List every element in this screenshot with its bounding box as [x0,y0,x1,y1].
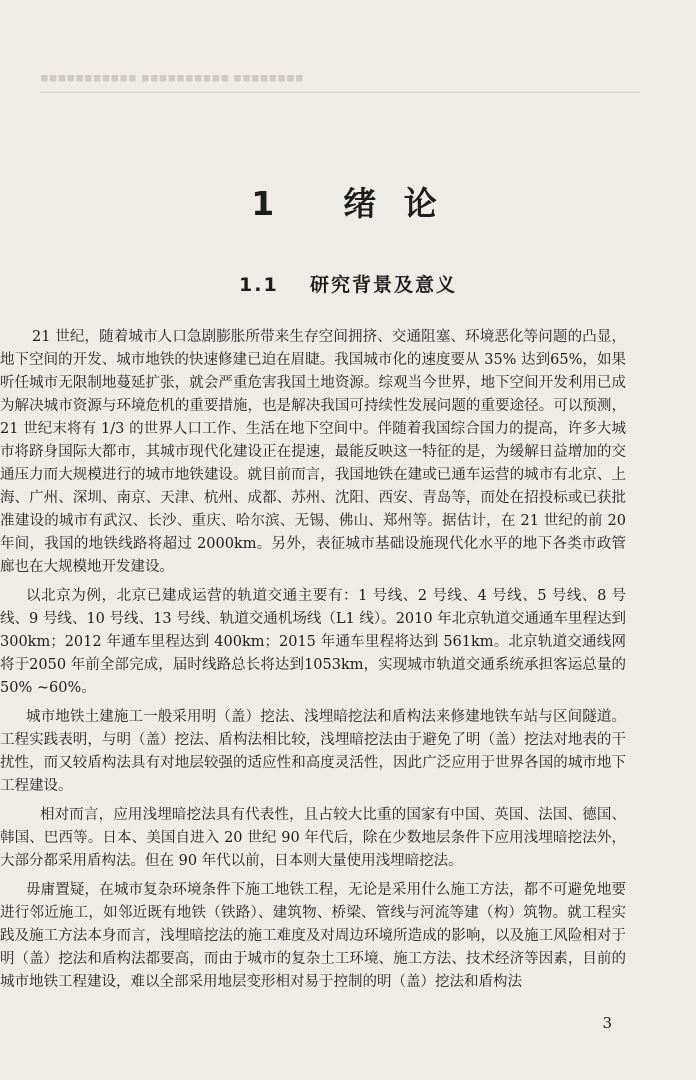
page-number: 3 [602,1014,612,1032]
chapter-title-text: 绪 论 [343,184,445,223]
paragraph-5: 毋庸置疑，在城市复杂环境条件下施工地铁工程，无论是采用什么施工方法，都不可避免地要进行邻近施工，如邻近既有地铁（铁路）、建筑物、桥梁、管线与河流等建（构）筑物。就工程实践及施工方法本身而言，浅埋暗挖法的施工难度及对周边环境所造成的影响，以及施工风险相对于明（盖）挖法和盾构法都要高，而由于城市的复杂土工环境、施工方法、技术经济等因素，目前的城市地铁工程建设，难以全部采用地层变形相对易于控制的明（盖）挖法和盾构法 [0,882,626,990]
chapter-number: 1 [251,184,283,223]
section-number: 1.1 [239,274,279,296]
section-heading [0,270,696,297]
paragraph-1: 21 世纪，随着城市人口急剧膨胀所带来生存空间拥挤、交通阻塞、环境恶化等问题的凸显，地下空间的开发、城市地铁的快速修建已迫在眉睫。我国城市化的速度要从 35% 达到65%，如果听任城市无限制地蔓延扩张，就会严重危害我国土地资源。综观当今世界，地下空间开发利用已成为解决城市资源与环境危机的重要措施，也是解决我国可持续性发展问题的重要途径。可以预测，21 世纪末将有 1/3 的世界人口工作、生活在地下空间中。伴随着我国综合国力的提高，许多大城市将跻身国际大都市，其城市现代化建设正在提速，最能反映这一特征的是，为缓解日益增加的交通压力而大规模进行的城市地铁建设。就目前而言，我国地铁在建或已通车运营的城市有北京、上海、广州、深圳、南京、天津、杭州、成都、苏州、沈阳、西安、青岛等，而处在招投标或已获批准建设的城市有武汉、长沙、重庆、哈尔滨、无锡、佛山、郑州等。据估计，在 21 世纪的前 20 年间，我国的地铁线路将超过 2000km。另外，表征城市基础设施现代化水平的地下各类市政管廊也在大规模地开发建设。 [0,329,626,575]
section-title-text: 研究背景及意义 [309,274,457,296]
show-through-rule [40,92,640,93]
chapter-heading [0,178,696,225]
body-text [0,326,626,1000]
paragraph-2: 以北京为例，北京已建成运营的轨道交通主要有：1 号线、2 号线、4 号线、5 号线、8 号线、9 号线、10 号线、13 号线、轨道交通机场线（L1 线）。2010 年北京轨道交通通车里程达到300km；2012 年通车里程达到 400km；2015 年通车里程将达到 561km。北京轨道交通线网将于2050 年前全部完成，届时线路总长将达到1053km，实现城市轨道交通系统承担客运总量的50% ~60%。 [0,588,626,696]
paragraph-3: 城市地铁土建施工一般采用明（盖）挖法、浅埋暗挖法和盾构法来修建地铁车站与区间隧道。工程实践表明，与明（盖）挖法、盾构法相比较，浅埋暗挖法由于避免了明（盖）挖法对地表的干扰性，而又较盾构法具有对地层较强的适应性和高度灵活性，因此广泛应用于世界各国的城市地下工程建设。 [0,709,626,794]
paragraph-4: 相对而言，应用浅埋暗挖法具有代表性，且占较大比重的国家有中国、英国、法国、德国、韩国、巴西等。日本、美国自进入 20 世纪 90 年代后，除在少数地层条件下应用浅埋暗挖法外，大部分都采用盾构法。但在 90 年代以前，日本则大量使用浅埋暗挖法。 [0,807,626,869]
show-through-text: ▪▪▪▪▪▪▪▪▪▪▪ ▪▪▪▪▪▪▪▪▪▪ ▪▪▪▪▪▪▪▪ [40,71,304,86]
